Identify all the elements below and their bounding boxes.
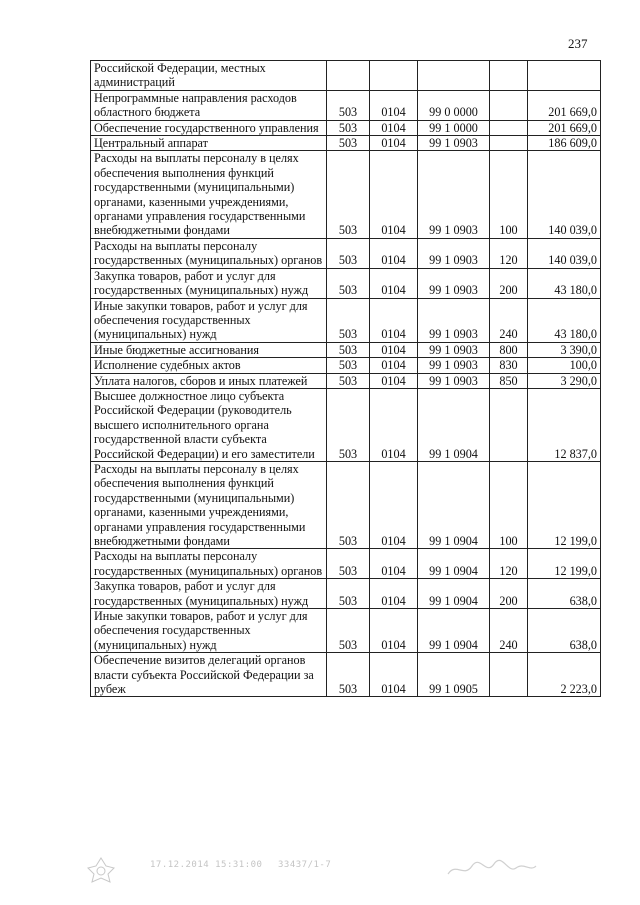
row-sum: 3 290,0	[528, 373, 601, 388]
row-gr: 503	[327, 461, 370, 548]
table-row	[91, 461, 601, 548]
row-gr: 503	[327, 268, 370, 298]
row-name: Высшее должностное лицо субъекта Российской Федерации (руководитель высшего исполнительного органа государственной власти субъекта Российской Федерации) и его заместители	[91, 388, 327, 461]
row-gr: 503	[327, 579, 370, 609]
row-name: Закупка товаров, работ и услуг для государственных (муниципальных) нужд	[91, 268, 327, 298]
row-vr: 120	[490, 549, 528, 579]
row-sum: 186 609,0	[528, 136, 601, 151]
row-name: Закупка товаров, работ и услуг для государственных (муниципальных) нужд	[91, 579, 327, 609]
row-name: Расходы на выплаты персоналу государственных (муниципальных) органов	[91, 549, 327, 579]
row-gr: 503	[327, 90, 370, 120]
row-sum: 3 390,0	[528, 342, 601, 357]
row-rz: 0104	[370, 461, 418, 548]
row-name: Расходы на выплаты персоналу в целях обеспечения выполнения функций государственными (муниципальными) органами, казенными учреждениями, органами управления государственными внебюджетными фондами	[91, 461, 327, 548]
row-gr: 503	[327, 238, 370, 268]
row-rz: 0104	[370, 373, 418, 388]
row-rz: 0104	[370, 549, 418, 579]
row-cs: 99 1 0903	[418, 151, 490, 238]
row-gr: 503	[327, 151, 370, 238]
table-row	[91, 388, 601, 461]
row-sum: 43 180,0	[528, 268, 601, 298]
row-cs: 99 1 0904	[418, 549, 490, 579]
table-row	[91, 136, 601, 151]
row-sum: 201 669,0	[528, 90, 601, 120]
row-rz: 0104	[370, 268, 418, 298]
row-vr: 850	[490, 373, 528, 388]
table-row	[91, 358, 601, 373]
row-sum: 140 039,0	[528, 238, 601, 268]
row-name: Российской Федерации, местных администраций	[91, 61, 327, 91]
signature-mark-icon	[446, 858, 538, 883]
row-rz: 0104	[370, 120, 418, 135]
row-name: Уплата налогов, сборов и иных платежей	[91, 373, 327, 388]
row-cs: 99 1 0904	[418, 388, 490, 461]
row-gr: 503	[327, 120, 370, 135]
row-name: Непрограммные направления расходов областного бюджета	[91, 90, 327, 120]
table-row	[91, 609, 601, 653]
table-row	[91, 653, 601, 697]
table-row	[91, 373, 601, 388]
budget-table	[90, 60, 601, 697]
seal-icon	[86, 856, 116, 887]
page-number: 237	[568, 36, 588, 51]
row-vr: 800	[490, 342, 528, 357]
row-sum: 638,0	[528, 579, 601, 609]
row-sum: 12 199,0	[528, 549, 601, 579]
row-name: Исполнение судебных актов	[91, 358, 327, 373]
row-vr: 200	[490, 579, 528, 609]
row-gr: 503	[327, 136, 370, 151]
row-vr: 100	[490, 151, 528, 238]
row-gr	[327, 61, 370, 91]
row-cs: 99 1 0904	[418, 461, 490, 548]
row-cs: 99 1 0904	[418, 609, 490, 653]
row-gr: 503	[327, 358, 370, 373]
row-vr	[490, 136, 528, 151]
row-cs: 99 1 0903	[418, 298, 490, 342]
row-gr: 503	[327, 342, 370, 357]
row-gr: 503	[327, 373, 370, 388]
row-vr	[490, 120, 528, 135]
row-rz: 0104	[370, 609, 418, 653]
row-vr	[490, 653, 528, 697]
row-name: Расходы на выплаты персоналу в целях обеспечения выполнения функций государственными (муниципальными) органами, казенными учреждениями, органами управления государственными внебюджетными фондами	[91, 151, 327, 238]
row-vr: 120	[490, 238, 528, 268]
row-name: Иные закупки товаров, работ и услуг для обеспечения государственных (муниципальных) нужд	[91, 609, 327, 653]
row-name: Обеспечение визитов делегаций органов власти субъекта Российской Федерации за рубеж	[91, 653, 327, 697]
row-vr	[490, 90, 528, 120]
row-vr: 100	[490, 461, 528, 548]
table-row	[91, 549, 601, 579]
row-name: Обеспечение государственного управления	[91, 120, 327, 135]
row-sum: 12 199,0	[528, 461, 601, 548]
row-rz: 0104	[370, 579, 418, 609]
row-gr: 503	[327, 609, 370, 653]
table-row	[91, 579, 601, 609]
row-gr: 503	[327, 653, 370, 697]
row-sum: 100,0	[528, 358, 601, 373]
table-row	[91, 268, 601, 298]
row-sum: 12 837,0	[528, 388, 601, 461]
row-cs: 99 1 0903	[418, 136, 490, 151]
row-cs: 99 1 0905	[418, 653, 490, 697]
row-cs: 99 1 0903	[418, 373, 490, 388]
row-vr	[490, 61, 528, 91]
footer-timestamp: 17.12.2014 15:31:00	[150, 860, 263, 870]
row-sum: 43 180,0	[528, 298, 601, 342]
row-sum: 638,0	[528, 609, 601, 653]
row-rz: 0104	[370, 342, 418, 357]
row-rz: 0104	[370, 238, 418, 268]
row-cs: 99 1 0903	[418, 358, 490, 373]
row-rz: 0104	[370, 653, 418, 697]
table-row	[91, 298, 601, 342]
row-sum: 201 669,0	[528, 120, 601, 135]
table-row	[91, 90, 601, 120]
row-sum: 2 223,0	[528, 653, 601, 697]
table-row	[91, 151, 601, 238]
row-rz: 0104	[370, 388, 418, 461]
row-rz: 0104	[370, 90, 418, 120]
row-gr: 503	[327, 549, 370, 579]
row-gr: 503	[327, 388, 370, 461]
table-row	[91, 238, 601, 268]
row-rz: 0104	[370, 151, 418, 238]
row-vr: 240	[490, 609, 528, 653]
row-name: Расходы на выплаты персоналу государственных (муниципальных) органов	[91, 238, 327, 268]
row-name: Центральный аппарат	[91, 136, 327, 151]
row-rz: 0104	[370, 136, 418, 151]
row-name: Иные закупки товаров, работ и услуг для обеспечения государственных (муниципальных) нужд	[91, 298, 327, 342]
row-rz	[370, 61, 418, 91]
row-vr: 830	[490, 358, 528, 373]
row-gr: 503	[327, 298, 370, 342]
row-name: Иные бюджетные ассигнования	[91, 342, 327, 357]
row-rz: 0104	[370, 298, 418, 342]
row-cs: 99 1 0903	[418, 342, 490, 357]
row-cs	[418, 61, 490, 91]
row-vr: 240	[490, 298, 528, 342]
row-cs: 99 1 0903	[418, 238, 490, 268]
row-cs: 99 0 0000	[418, 90, 490, 120]
table-row	[91, 120, 601, 135]
row-rz: 0104	[370, 358, 418, 373]
row-sum: 140 039,0	[528, 151, 601, 238]
row-sum	[528, 61, 601, 91]
row-cs: 99 1 0000	[418, 120, 490, 135]
table-row	[91, 61, 601, 91]
footer-code: 33437/1-7	[278, 860, 332, 870]
table-row	[91, 342, 601, 357]
row-cs: 99 1 0903	[418, 268, 490, 298]
row-cs: 99 1 0904	[418, 579, 490, 609]
row-vr	[490, 388, 528, 461]
scan-footer	[86, 852, 546, 886]
row-vr: 200	[490, 268, 528, 298]
